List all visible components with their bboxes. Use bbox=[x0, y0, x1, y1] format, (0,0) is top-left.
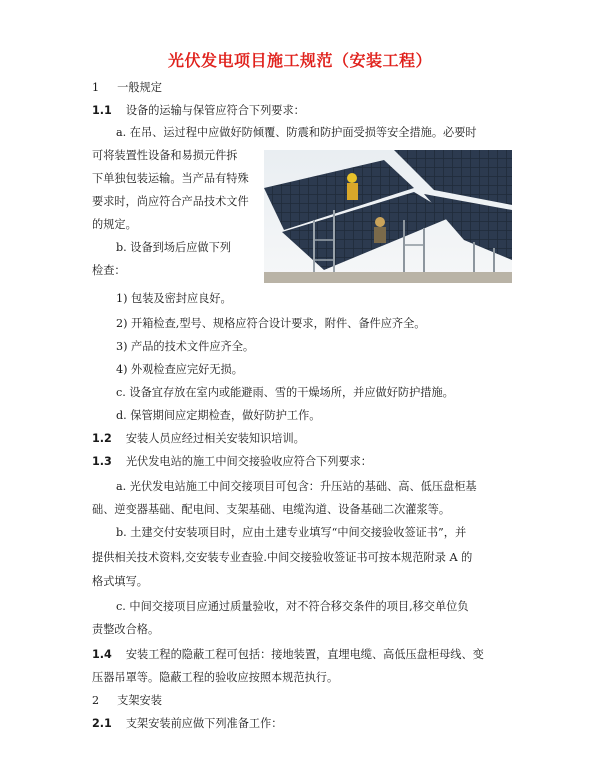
para-a-line-1: a. 在吊、运过程中应做好防倾覆、防震和防护面受损等安全措施。必要时 bbox=[116, 126, 477, 139]
section-1-1 bbox=[92, 104, 305, 118]
section-2-heading bbox=[92, 694, 162, 708]
section-1-4-line-2: 压器吊罩等。隐蔽工程的验收应按照本规范执行。 bbox=[92, 671, 339, 684]
section-text: 安装人员应经过相关安装知识培训。 bbox=[125, 432, 305, 445]
solar-panel-illustration bbox=[264, 150, 512, 283]
solar-panel-installation-photo bbox=[264, 150, 512, 283]
section-text: 安装工程的隐蔽工程可包括：接地装置，直埋电缆、高低压盘柜母线、变 bbox=[125, 648, 484, 661]
section-text: 设备的运输与保管应符合下列要求： bbox=[125, 104, 305, 117]
section-number: 2 bbox=[92, 694, 100, 707]
section-number: 1.4 bbox=[92, 648, 112, 661]
para-b-line-1: b. 设备到场后应做下列 bbox=[116, 241, 231, 254]
section-text: 一般规定 bbox=[117, 81, 162, 94]
section-1-3 bbox=[92, 455, 372, 469]
para-b-line-2: 检查： bbox=[92, 264, 126, 277]
section-text: 光伏发电站的施工中间交接验收应符合下列要求： bbox=[125, 455, 372, 468]
s13-b-line-2: 提供相关技术资料,交安装专业查验.中间交接验收签证书可按本规范附录 A 的 bbox=[92, 551, 473, 564]
section-1-heading bbox=[92, 81, 162, 95]
section-2-1 bbox=[92, 717, 282, 731]
section-number: 2.1 bbox=[92, 717, 112, 730]
section-text: 支架安装 bbox=[117, 694, 162, 707]
check-item-3: 3) 产品的技术文件应齐全。 bbox=[116, 340, 255, 353]
check-item-1: 1) 包装及密封应良好。 bbox=[116, 292, 232, 305]
s13-b-line-1: b. 土建交付安装项目时，应由土建专业填写“中间交接验收签证书”，并 bbox=[116, 526, 467, 539]
document-title: 光伏发电项目施工规范（安装工程） bbox=[167, 51, 432, 70]
para-a-line-3: 下单独包装运输。当产品有特殊 bbox=[92, 172, 249, 185]
s13-b-line-3: 格式填写。 bbox=[92, 575, 148, 588]
para-a-line-5: 的规定。 bbox=[92, 218, 137, 231]
section-text: 支架安装前应做下列准备工作： bbox=[125, 717, 283, 730]
section-number: 1.3 bbox=[92, 455, 112, 468]
section-1-4 bbox=[92, 648, 484, 662]
s13-a-line-2: 础、逆变器基础、配电间、支架基础、电缆沟道、设备基础二次灌浆等。 bbox=[92, 503, 451, 516]
s13-c-line-2: 责整改合格。 bbox=[92, 623, 160, 636]
section-1-2 bbox=[92, 432, 305, 446]
check-item-4: 4) 外观检查应完好无损。 bbox=[116, 363, 243, 376]
section-number: 1.1 bbox=[92, 104, 112, 117]
para-c: c. 设备宜存放在室内或能避雨、雪的干燥场所，并应做好防护措施。 bbox=[116, 386, 454, 399]
para-a-line-4: 要求时，尚应符合产品技术文件 bbox=[92, 195, 249, 208]
s13-a-line-1: a. 光伏发电站施工中间交接项目可包含：升压站的基础、高、低压盘柜基 bbox=[116, 480, 477, 493]
section-number: 1 bbox=[92, 81, 100, 94]
para-d: d. 保管期间应定期检查，做好防护工作。 bbox=[116, 409, 321, 422]
section-number: 1.2 bbox=[92, 432, 112, 445]
check-item-2: 2) 开箱检查,型号、规格应符合设计要求，附件、备件应齐全。 bbox=[116, 317, 426, 330]
s13-c-line-1: c. 中间交接项目应通过质量验收，对不符合移交条件的项目,移交单位负 bbox=[116, 600, 469, 613]
para-a-line-2: 可将装置性设备和易损元件拆 bbox=[92, 149, 238, 162]
